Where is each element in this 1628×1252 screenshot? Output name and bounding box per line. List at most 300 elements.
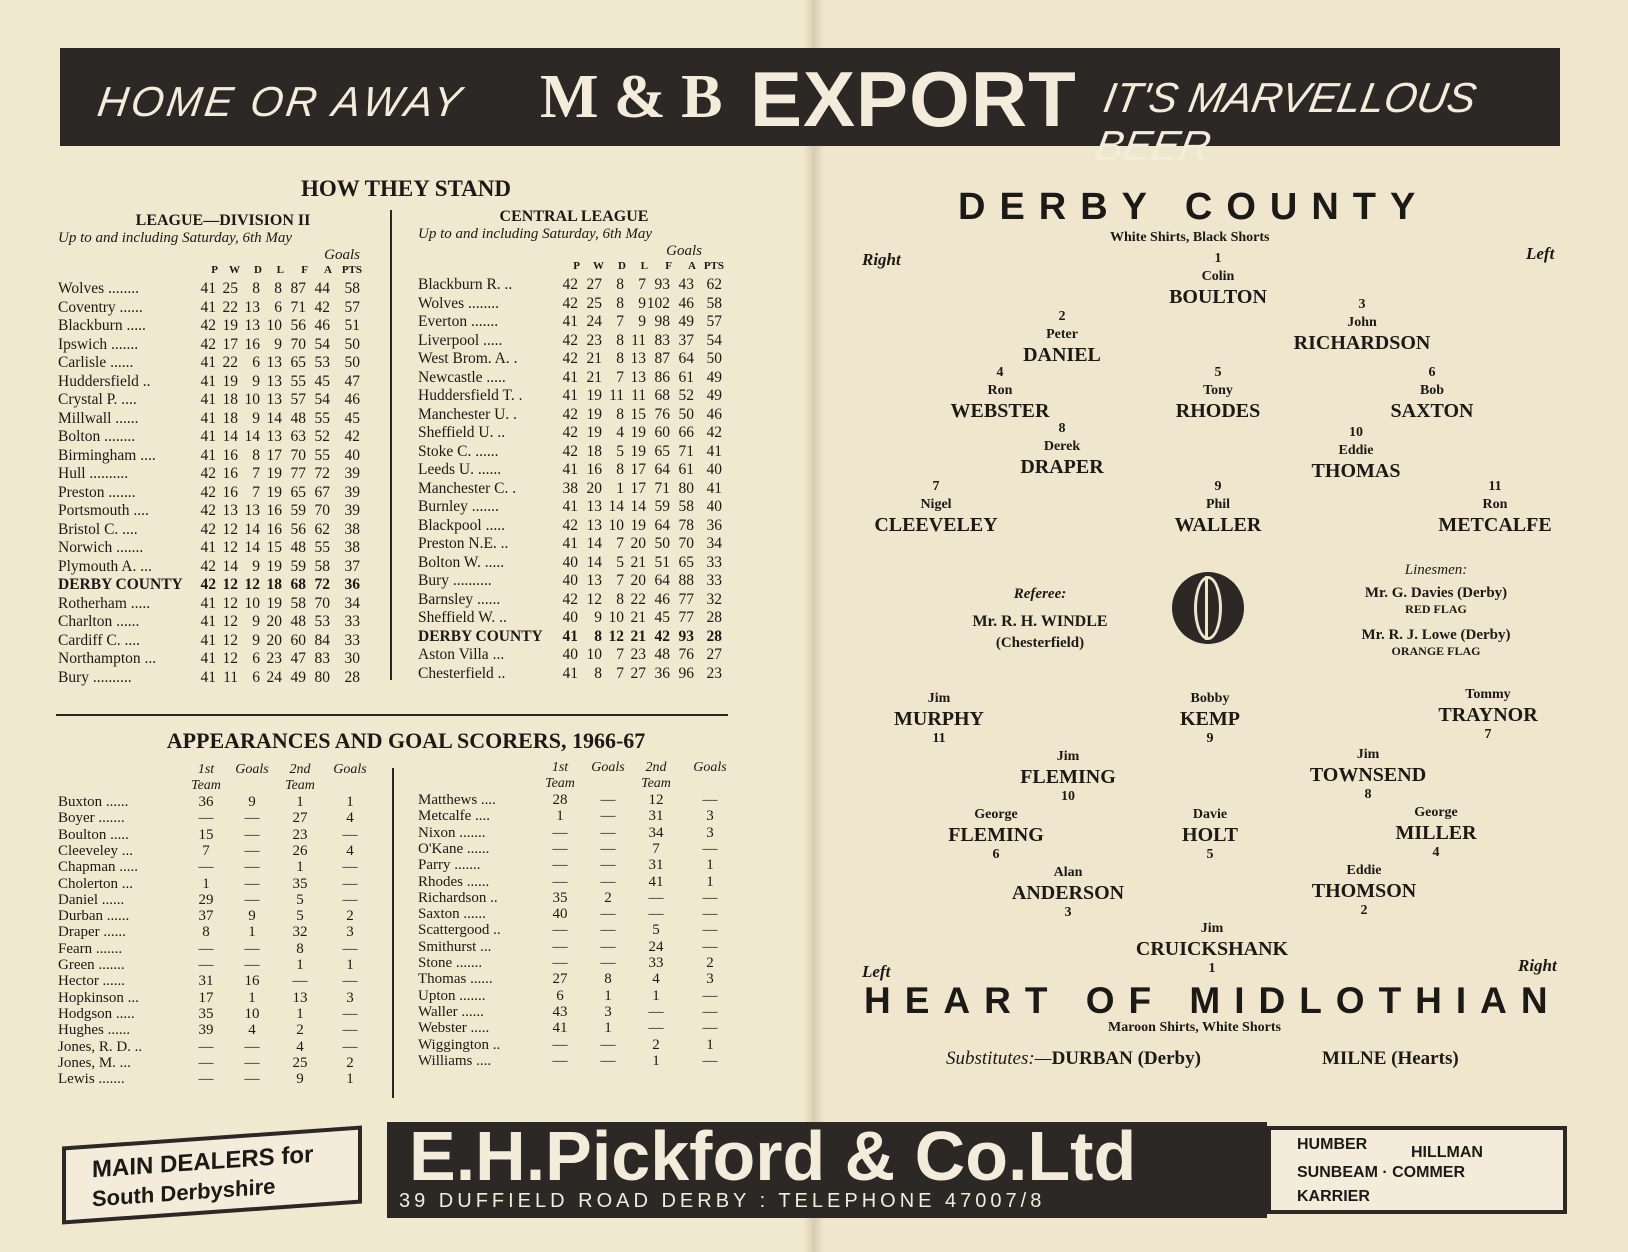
central-team: Burnley ....... [418, 498, 499, 515]
central-cell: 8 [616, 331, 624, 349]
appearance-cell: 1 [346, 794, 354, 810]
league-subtitle [58, 230, 388, 264]
banner-home-away: HOME OR AWAY [94, 78, 468, 125]
appearances-header-1: Goals [591, 760, 625, 775]
appearance-cell: — [600, 938, 616, 955]
central-cell: 7 [616, 664, 624, 682]
league-cell: 13 [222, 502, 238, 519]
league-cell: 13 [266, 354, 282, 371]
league-row [58, 539, 388, 558]
player-name: Wiggington .. [418, 1036, 501, 1053]
appearance-cell: — [702, 1052, 718, 1069]
league-cell: 15 [266, 539, 282, 556]
linesman-2: Mr. R. J. Lowe (Derby) [1361, 627, 1511, 643]
appearance-cell: — [244, 940, 260, 957]
player-forename: Peter [1046, 327, 1078, 342]
appearance-cell: 7 [202, 842, 210, 859]
player-surname: KEMP [1180, 708, 1240, 730]
appearance-cell: 1 [652, 987, 660, 1004]
central-col-w: W [593, 260, 604, 272]
central-table [418, 208, 730, 683]
league-row [58, 336, 388, 355]
central-col-a: A [688, 260, 696, 272]
central-cell: 22 [630, 590, 646, 608]
hearts-player [968, 864, 1168, 922]
central-row [418, 406, 730, 425]
league-col-l: L [276, 264, 284, 276]
central-cell: 17 [630, 461, 646, 478]
appearance-cell: — [552, 938, 568, 955]
league-cell: 19 [222, 317, 238, 334]
central-cell: 28 [706, 609, 722, 626]
league-cell: 10 [266, 317, 282, 334]
player-surname: TRAYNOR [1438, 704, 1538, 726]
central-cell: 34 [706, 535, 722, 552]
league-cell: 47 [290, 650, 306, 667]
player-name: Draper ...... [58, 924, 126, 941]
central-cell: 8 [594, 627, 602, 645]
player-name: Hodgson ..... [58, 1005, 135, 1022]
appearance-cell: — [552, 955, 568, 971]
central-cell: 71 [678, 442, 694, 460]
player-surname: HOLT [1182, 824, 1238, 846]
pickford-advert [62, 1117, 1564, 1218]
league-cell: 58 [290, 594, 306, 612]
central-row [418, 591, 730, 610]
central-row [418, 609, 730, 628]
player-name: Buxton ...... [58, 794, 129, 810]
central-cell: 21 [586, 350, 602, 367]
league-cell: 25 [222, 280, 238, 297]
league-row [58, 558, 388, 577]
league-cell: 42 [314, 298, 330, 316]
central-cell: 14 [586, 535, 602, 552]
appearance-cell: 1 [706, 1036, 714, 1053]
derby-team-name: DERBY COUNTY [958, 186, 1430, 228]
league-cell: 55 [314, 539, 330, 556]
central-header [418, 260, 730, 276]
league-col-a: A [324, 264, 332, 276]
player-surname: FLEMING [1020, 766, 1116, 788]
appearance-cell: 3 [706, 808, 714, 825]
league-cell: 24 [266, 668, 282, 686]
appearance-cell: 1 [296, 794, 304, 810]
banner-export: EXPORT [750, 55, 1077, 143]
appearance-cell: — [552, 922, 568, 939]
derby-left-label: Left [1526, 244, 1555, 263]
league-cell: 87 [290, 280, 306, 297]
appearance-cell: 1 [202, 875, 210, 892]
league-cell: 57 [344, 298, 360, 316]
ad-main [387, 1117, 1267, 1218]
player-forename: Tony [1203, 383, 1233, 398]
standings-divider [390, 210, 392, 680]
league-cell: 70 [314, 502, 330, 519]
central-cell: 42 [562, 590, 578, 608]
league-cell: 45 [344, 409, 360, 427]
central-cell: 1 [616, 479, 624, 497]
player-name: Jones, M. ... [58, 1054, 131, 1071]
central-cell: 98 [654, 313, 670, 330]
central-team: Chesterfield .. [418, 664, 506, 682]
appearance-row [418, 890, 738, 907]
derby-player [900, 364, 1100, 422]
league-cell: 13 [244, 298, 260, 316]
central-team: Manchester U. . [418, 405, 517, 423]
appearance-row [58, 1039, 378, 1056]
player-forename: Davie [1192, 807, 1228, 822]
central-cell: 42 [562, 350, 578, 367]
league-cell: 9 [252, 613, 260, 630]
league-cell: 7 [252, 483, 260, 501]
central-col-d: D [618, 260, 626, 272]
linesman-1: Mr. G. Davies (Derby) [1364, 585, 1508, 601]
appearance-cell: — [198, 1071, 214, 1088]
player-name: Metcalfe .... [418, 808, 491, 825]
player-name: Fearn ....... [58, 940, 123, 957]
central-cell: 42 [562, 405, 578, 423]
central-cell: 88 [678, 572, 694, 589]
central-row [418, 572, 730, 591]
central-title: CENTRAL LEAGUE [499, 208, 649, 225]
central-cell: 32 [706, 590, 722, 608]
referee-block [940, 586, 1140, 652]
hearts-kit: Maroon Shirts, White Shorts [1108, 1020, 1281, 1035]
league-row [58, 410, 388, 429]
league-cell: 16 [222, 483, 238, 501]
appearance-cell: — [342, 859, 358, 876]
league-title: LEAGUE—DIVISION II [135, 212, 311, 229]
central-cell: 20 [630, 572, 646, 589]
league-cell: 33 [344, 613, 360, 630]
player-surname: DANIEL [1023, 344, 1101, 366]
central-team: DERBY COUNTY [418, 627, 543, 645]
appearance-row [418, 1020, 738, 1037]
central-cell: 37 [678, 331, 694, 349]
central-cell: 19 [630, 442, 646, 460]
central-cell: 83 [654, 331, 670, 349]
league-row [58, 576, 388, 595]
league-cell: 36 [344, 576, 360, 593]
appearance-cell: 17 [198, 989, 214, 1006]
hearts-team-name: HEART OF MIDLOTHIAN [864, 980, 1562, 1021]
linesman-1-flag: RED FLAG [1405, 602, 1467, 616]
central-cell: 42 [562, 424, 578, 441]
player-name: Lewis ....... [58, 1071, 125, 1088]
appearance-cell: 35 [552, 889, 568, 906]
league-cell: 20 [266, 613, 282, 630]
appearance-cell: — [244, 875, 260, 892]
league-col-f: F [301, 264, 308, 276]
appearance-cell: — [552, 873, 568, 890]
appearance-cell: — [648, 1003, 664, 1020]
player-surname: CRUICKSHANK [1135, 938, 1289, 960]
central-cell: 12 [586, 590, 602, 608]
central-team: Blackburn R. .. [418, 276, 513, 293]
appearance-cell: — [600, 906, 616, 923]
appearance-cell: — [648, 1020, 664, 1037]
league-cell: 65 [290, 483, 306, 501]
player-surname: MURPHY [894, 708, 984, 730]
ad-brand-hillman: HILLMAN [1411, 1144, 1483, 1161]
league-cell: 63 [290, 428, 306, 445]
league-cell: 18 [266, 576, 282, 593]
appearance-cell: — [600, 1052, 616, 1069]
player-surname: DRAPER [1020, 456, 1104, 478]
appearance-cell: 3 [706, 971, 714, 988]
appearance-row [58, 827, 378, 844]
central-team: Blackpool ..... [418, 516, 505, 534]
appearances-header-3: Goals [693, 760, 727, 775]
league-cell: 8 [274, 280, 282, 297]
league-cell: 55 [314, 409, 330, 427]
appearance-cell: 35 [198, 1005, 214, 1022]
linesman-2-flag: ORANGE FLAG [1391, 644, 1481, 658]
ad-dealers-box [62, 1126, 362, 1225]
appearance-row [418, 857, 738, 874]
central-cell: 23 [706, 664, 722, 682]
appearance-row [58, 990, 378, 1007]
league-cell: 84 [314, 631, 330, 649]
central-cell: 42 [706, 424, 722, 441]
central-cell: 13 [586, 572, 602, 589]
league-team: Huddersfield .. [58, 372, 151, 390]
player-surname: WALLER [1174, 514, 1262, 536]
league-row [58, 299, 388, 318]
league-row [58, 669, 388, 688]
central-cell: 27 [706, 646, 722, 663]
appearances-header-0: 1st Team [191, 762, 221, 793]
appearances-header-1: Goals [235, 762, 269, 777]
central-team: Bury .......... [418, 572, 492, 589]
central-cell: 42 [562, 276, 578, 293]
central-cell: 41 [562, 368, 578, 386]
appearance-cell: 1 [296, 859, 304, 876]
league-team: Cardiff C. .... [58, 631, 140, 649]
central-cell: 13 [586, 516, 602, 534]
appearance-cell: 1 [296, 1005, 304, 1022]
central-cell: 19 [586, 387, 602, 404]
league-cell: 42 [344, 428, 360, 445]
league-cell: 49 [290, 668, 306, 686]
appearance-row [418, 906, 738, 923]
appearance-row [418, 825, 738, 842]
football-icon [1172, 572, 1244, 644]
league-cell: 14 [222, 428, 238, 445]
league-cell: 83 [314, 650, 330, 667]
player-name: Hector ...... [58, 973, 126, 990]
player-name: Durban ...... [58, 908, 130, 925]
league-cell: 23 [266, 650, 282, 667]
central-cell: 7 [616, 572, 624, 589]
league-cell: 65 [290, 354, 306, 371]
league-cell: 33 [344, 631, 360, 649]
player-number: 9 [1214, 479, 1222, 494]
derby-player [1262, 296, 1462, 354]
substitutes-label: Substitutes:— [946, 1048, 1052, 1069]
central-cell: 48 [654, 646, 670, 663]
appearance-cell: — [600, 824, 616, 841]
league-cell: 46 [314, 317, 330, 334]
league-cell: 13 [266, 372, 282, 390]
hearts-right-label: Right [1518, 956, 1557, 975]
league-team: Wolves ........ [58, 280, 139, 297]
player-name: Upton ....... [418, 987, 486, 1004]
league-cell: 16 [266, 520, 282, 538]
appearance-row [58, 1022, 378, 1039]
player-number: 7 [1484, 727, 1492, 742]
appearance-cell: 1 [604, 987, 612, 1004]
player-name: Cleeveley ... [58, 842, 133, 859]
central-cell: 40 [562, 553, 578, 571]
appearance-cell: — [244, 826, 260, 843]
league-team: Carlisle ...... [58, 354, 134, 371]
appearance-cell: — [552, 1036, 568, 1053]
player-number: 5 [1214, 365, 1222, 380]
central-cell: 13 [630, 368, 646, 386]
league-cell: 70 [290, 335, 306, 353]
appearance-cell: 32 [292, 924, 308, 941]
player-forename: Jim [1356, 747, 1380, 762]
league-cell: 42 [200, 502, 216, 519]
central-cell: 14 [608, 498, 624, 515]
player-number: 11 [1488, 479, 1502, 494]
central-row [418, 480, 730, 499]
referee-club: (Chesterfield) [995, 635, 1085, 651]
league-cell: 41 [200, 280, 216, 297]
central-cell: 57 [706, 313, 722, 330]
player-number: 8 [1364, 787, 1372, 802]
central-cell: 42 [562, 516, 578, 534]
hearts-player [1336, 804, 1536, 862]
appearance-cell: — [600, 840, 616, 857]
player-number: 2 [1360, 903, 1368, 918]
appearance-cell: — [702, 792, 718, 808]
central-row [418, 424, 730, 443]
player-surname: TOWNSEND [1309, 764, 1427, 786]
hearts-left-label: Left [862, 962, 891, 981]
central-cell: 23 [630, 646, 646, 663]
league-cell: 41 [200, 613, 216, 630]
appearance-cell: 4 [346, 810, 354, 827]
central-cell: 46 [654, 590, 670, 608]
league-cell: 48 [290, 539, 306, 556]
player-number: 10 [1061, 789, 1075, 804]
league-cell: 58 [314, 557, 330, 575]
hearts-player [1388, 686, 1588, 744]
league-cell: 13 [244, 502, 260, 519]
appearance-row [58, 973, 378, 990]
league-cell: 9 [252, 557, 260, 575]
central-cell: 24 [586, 313, 602, 330]
linesmen-label: Linesmen: [1404, 562, 1468, 578]
hearts-player [1110, 690, 1310, 748]
central-cell: 9 [638, 313, 646, 330]
appearance-cell: 9 [248, 908, 256, 925]
central-row [418, 498, 730, 517]
appearance-cell: — [198, 940, 214, 957]
appearance-cell: — [648, 906, 664, 923]
player-forename: Jim [1200, 921, 1224, 936]
league-cell: 14 [222, 557, 238, 575]
league-team: Rotherham ..... [58, 594, 151, 612]
appearance-cell: 13 [292, 989, 308, 1006]
linesmen-block [1316, 562, 1556, 659]
central-cell: 7 [616, 313, 624, 330]
appearance-cell: — [552, 824, 568, 841]
central-team: Aston Villa ... [418, 646, 505, 663]
derby-player [1118, 364, 1318, 422]
league-cell: 14 [244, 520, 260, 538]
league-row [58, 391, 388, 410]
central-cell: 9 [638, 294, 646, 312]
league-cell: 50 [344, 335, 360, 353]
player-forename: Phil [1205, 497, 1231, 512]
league-cell: 19 [222, 372, 238, 390]
appearance-row [58, 1055, 378, 1072]
beer-banner [60, 48, 1560, 169]
appearance-row [58, 794, 378, 811]
league-cell: 14 [244, 539, 260, 556]
appearance-row [418, 841, 738, 858]
appearance-cell: 34 [648, 824, 664, 841]
player-name: Richardson .. [418, 889, 498, 906]
appearance-row [418, 792, 738, 809]
central-cell: 21 [630, 627, 646, 645]
central-cell: 78 [678, 516, 694, 534]
appearance-cell: 2 [652, 1036, 660, 1053]
central-cell: 33 [706, 572, 722, 589]
league-cell: 6 [252, 668, 260, 686]
league-cell: 19 [266, 483, 282, 501]
player-forename: Bob [1419, 383, 1445, 398]
central-cell: 40 [706, 461, 722, 478]
appearance-cell: 2 [346, 908, 354, 925]
player-name: Boyer ....... [58, 810, 125, 827]
central-team: Huddersfield T. . [418, 387, 523, 404]
central-cell: 64 [654, 516, 670, 534]
central-row [418, 313, 730, 332]
appearance-cell: 7 [652, 840, 660, 857]
central-cell: 77 [678, 590, 694, 608]
central-cell: 11 [631, 331, 646, 349]
central-cell: 8 [616, 461, 624, 478]
appearance-row [58, 924, 378, 941]
league-cell: 7 [252, 465, 260, 482]
appearance-cell: 2 [706, 955, 714, 971]
central-cell: 68 [654, 387, 670, 404]
league-cell: 17 [222, 335, 238, 353]
league-cell: 9 [252, 372, 260, 390]
central-cell: 64 [678, 350, 694, 367]
appearance-cell: 1 [248, 989, 256, 1006]
appearance-cell: 36 [198, 794, 214, 810]
league-row [58, 428, 388, 447]
player-forename: Colin [1201, 269, 1235, 284]
league-cell: 6 [274, 298, 282, 316]
central-cell: 41 [706, 442, 722, 460]
central-cell: 38 [562, 479, 578, 497]
league-cell: 42 [200, 520, 216, 538]
central-cell: 62 [706, 276, 722, 293]
player-name: Hughes ...... [58, 1022, 131, 1039]
hearts-player [896, 806, 1096, 864]
central-cell: 5 [616, 553, 624, 571]
league-team: Coventry ...... [58, 298, 143, 316]
appearance-row [58, 1006, 378, 1023]
central-cell: 27 [586, 276, 602, 293]
central-cell: 66 [678, 424, 694, 441]
